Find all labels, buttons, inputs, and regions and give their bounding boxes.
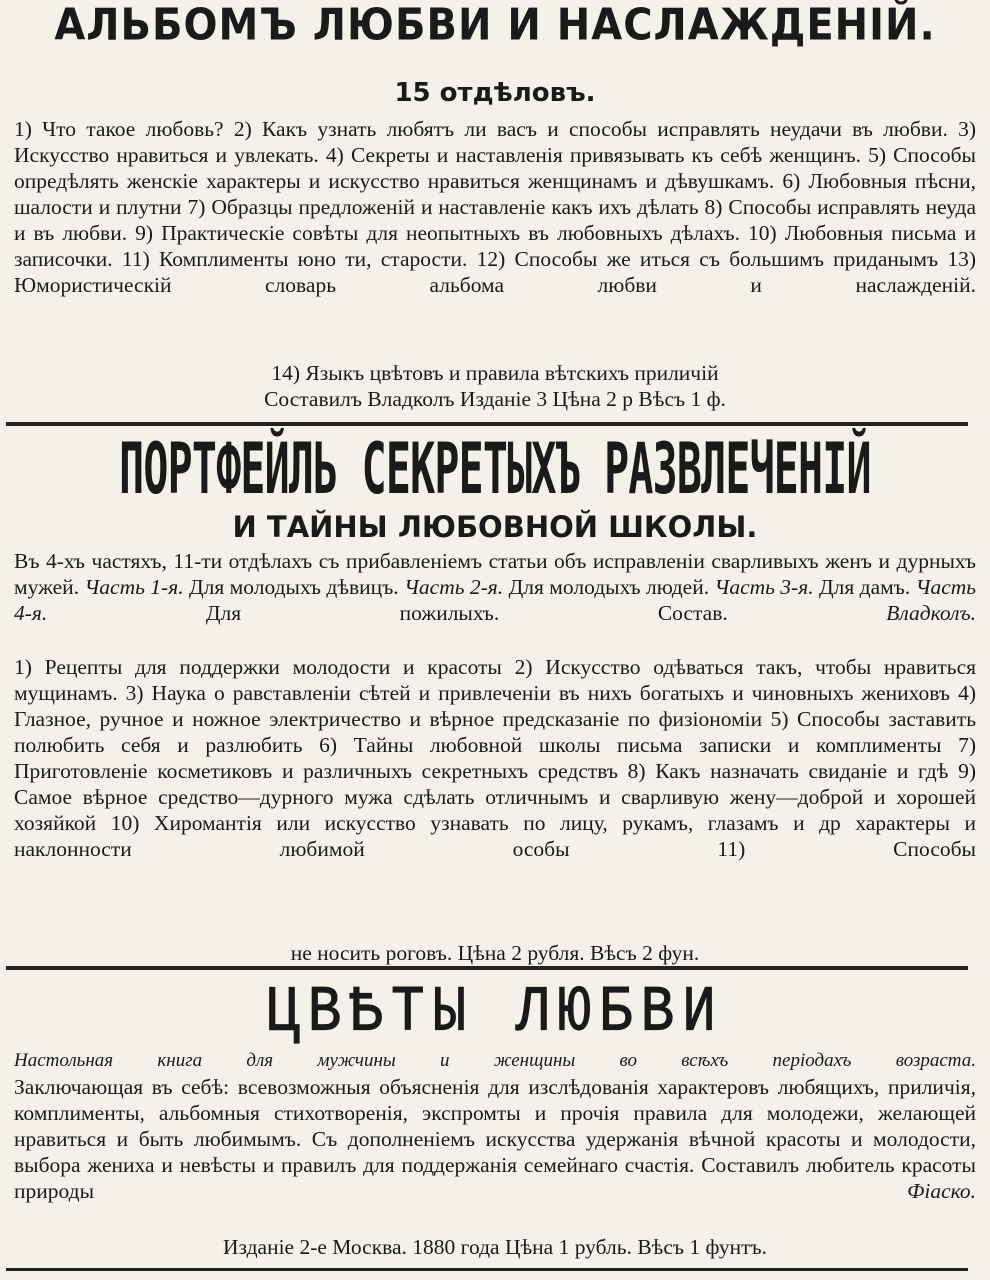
- ad-body: 1) Рецепты для поддержки молодости и красоты 2) Искусство одѣваться такъ, чтобы нравиться мущинамъ. 3) Наука о равставленіи сѣтей и привлеченіи въ нихъ богатыхъ и чиновныхъ жениховъ 4) Глазное, ручное и ножное электричество и вѣрное предсказаніе по физіономіи 5) Способы заставить полюбить себя и разлюбить 6) Тайны любовной школы письма записки и комплименты 7) Приготовленіе косметиковъ и различныхъ секретныхъ средствъ 8) Какъ назначать свиданіе и гдѣ 9) Самое вѣрное средство—дурного мужа сдѣлать отличнымъ и сварливую жену—доброй и хорошей хозяйкой 10) Хиромантія или искусство узнавать по лицу, рукамъ, глазамъ и др характеры и наклонности любимой особы 11) Способы: [14, 655, 976, 861]
- part-label: Часть 4-я.: [14, 575, 976, 625]
- part-label: Часть 2-я.: [404, 575, 504, 599]
- part-text: Для пожилыхъ. Состав.: [205, 601, 728, 625]
- ad-intro: [14, 548, 976, 654]
- intro-text: Въ 4-хъ частяхъ, 11-ти отдѣлахъ съ прибавленіемъ статьи объ исправленіи сварливыхъ женъ и дурныхъ мужей.: [14, 549, 976, 599]
- divider-rule: [6, 1268, 968, 1271]
- part-text: Для молодыхъ людей.: [508, 575, 710, 599]
- author: Владколъ.: [886, 601, 976, 625]
- advertisement-album: [14, 0, 976, 412]
- author: Фіаско.: [907, 1179, 976, 1203]
- ad-footer: Составилъ Владколъ Изданіе 3 Цѣна 2 р Вѣсъ 1 ф.: [264, 387, 726, 411]
- ad-subtitle: И ТАЙНЫ ЛЮБОВНОЙ ШКОЛЫ.: [232, 510, 758, 544]
- ad-footer: Изданіе 2-е Москва. 1880 года Цѣна 1 рубль. Вѣсъ 1 фунтъ.: [222, 1235, 768, 1259]
- divider-rule: [6, 422, 968, 426]
- advertisement-flowers: [14, 972, 976, 1272]
- ad-body: 1) Что такое любовь? 2) Какъ узнать любятъ ли васъ и способы исправлять неудачи въ любви. 3) Искусство нравиться и увлекать. 4) Секреты и наставленія привязывать къ себѣ женщинъ. 5) Способы опредѣлять женскіе характеры и искусство нравиться женщинамъ и дѣвушкамъ. 6) Любовныя пѣсни, шалости и плутни 7) Образцы предложеній и наставленіе какъ ихъ дѣлать 8) Способы исправлять неуда и въ любви. 9) Практическіе совѣты для неопытныхъ въ любовныхъ дѣлахъ. 10) Любовныя письма и записочки. 11) Комплименты юно ти, старости. 12) Способы же иться съ большимъ приданымъ 13) Юмористическій словарь альбома любви и наслажденій.: [14, 117, 976, 297]
- ad-title: АЛЬБОМЪ ЛЮБВИ И НАСЛАЖДЕНІЙ.: [54, 0, 936, 51]
- part-text: Для дамъ.: [819, 575, 911, 599]
- ad-body: [14, 1074, 976, 1204]
- ad-subtitle: 15 отдѣловъ.: [394, 78, 596, 108]
- ad-title: ЦВѢТЫ ЛЮБВИ: [266, 975, 724, 1049]
- part-label: Часть 1-я.: [84, 575, 184, 599]
- ad-footer: не носить роговъ. Цѣна 2 рубля. Вѣсъ 2 фун.: [290, 941, 700, 965]
- body-text: Заключающая въ себѣ: всевозможныя объясненія для изслѣдованія характеровъ любящихъ, приличія, комплименты, альбомныя стихотворенія, экспромты и прочія правила для молодежи, желающей нравиться и быть любимымъ. Съ дополненіемъ искусства удержанія вѣчной красоты и молодости, выбора жениха и невѣсты и правилъ для поддержанія семейнаго счастія. Составилъ любитель красоты природы: [14, 1075, 976, 1203]
- ad-subtitle: Настольная книга для мужчины и женщины во всѣхъ періодахъ возраста.: [14, 1050, 976, 1071]
- part-label: Часть 3-я.: [714, 575, 814, 599]
- part-text: Для молодыхъ дѣвицъ.: [188, 575, 399, 599]
- ad-title: ПОРТФЕЙЛЬ СЕКРЕТЫХЪ РАЗВЛЕЧЕНІЙ: [119, 429, 871, 511]
- divider-rule: [6, 966, 968, 970]
- ad-contents-last-line: 14) Языкъ цвѣтовъ и правила вѣтскихъ приличій: [271, 361, 719, 385]
- advertisement-portfolio: [14, 429, 976, 965]
